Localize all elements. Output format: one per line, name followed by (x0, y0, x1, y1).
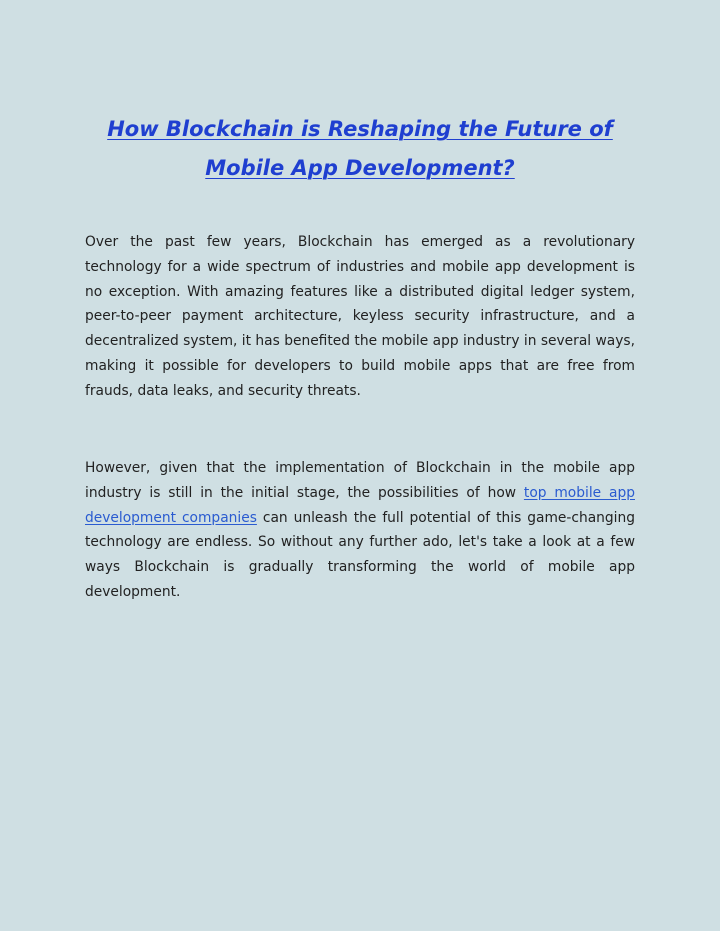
title-line-2[interactable]: Mobile App Development? (205, 156, 515, 180)
second-paragraph (85, 456, 635, 605)
paragraph2-text-start: However, given that the implementation of Blockchain in the mobile app industry is still in the initial stage, the possibilities of how (85, 460, 635, 501)
top-mobile-app-companies-link[interactable]: top mobile app development companies (85, 484, 635, 526)
paragraph2-text-end: can unleash the full potential of this game-changing technology are endless. So without any further ado, let's take a look at a few ways Blockchain is gradually transforming the world of mobile app development. (85, 509, 635, 600)
title-line-1[interactable]: How Blockchain is Reshaping the Future of (107, 117, 613, 141)
page-title[interactable] (85, 110, 635, 188)
intro-paragraph: Over the past few years, Blockchain has emerged as a revolutionary technology for a wide spectrum of industries and mobile app development is no exception. With amazing features like a distributed digital ledger system, peer-to-peer payment architecture, keyless security infrastructure, and a decentralized system, it has benefited the mobile app industry in several ways, making it possible for developers to build mobile apps that are free from frauds, data leaks, and security threats. (85, 234, 635, 399)
